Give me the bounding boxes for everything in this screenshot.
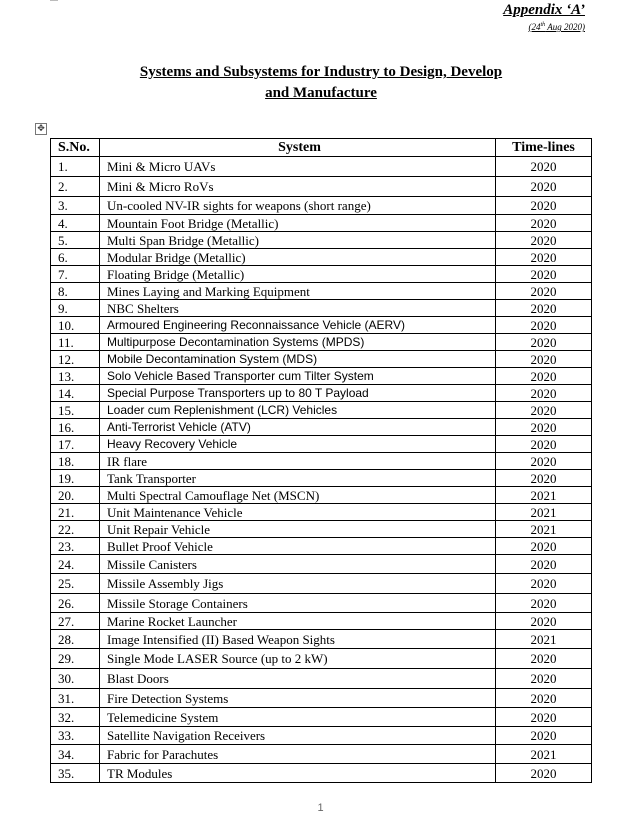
row-sno: 21. xyxy=(51,504,100,521)
row-timeline: 2021 xyxy=(496,745,592,764)
row-timeline: 2020 xyxy=(496,157,592,177)
row-timeline: 2020 xyxy=(496,436,592,453)
row-system: Single Mode LASER Source (up to 2 kW) xyxy=(100,649,496,669)
row-timeline: 2020 xyxy=(496,351,592,368)
row-timeline: 2020 xyxy=(496,232,592,249)
table-row xyxy=(51,300,592,317)
table-row xyxy=(51,594,592,613)
row-sno: 9. xyxy=(51,300,100,317)
row-timeline: 2020 xyxy=(496,594,592,613)
table-row xyxy=(51,745,592,764)
table-row xyxy=(51,764,592,783)
row-system: Marine Rocket Launcher xyxy=(100,613,496,630)
table-row xyxy=(51,351,592,368)
page-number: 1 xyxy=(317,802,324,814)
row-sno: 3. xyxy=(51,197,100,215)
row-timeline: 2020 xyxy=(496,317,592,334)
row-sno: 14. xyxy=(51,385,100,402)
row-sno: 7. xyxy=(51,266,100,283)
row-timeline: 2020 xyxy=(496,689,592,708)
row-system: TR Modules xyxy=(100,764,496,783)
row-system: Multipurpose Decontamination Systems (MPDS) xyxy=(100,334,496,351)
table-move-handle-icon[interactable]: ✥ xyxy=(35,123,47,135)
table-row xyxy=(51,487,592,504)
header-system: System xyxy=(100,139,496,157)
row-timeline: 2020 xyxy=(496,300,592,317)
table-row xyxy=(51,708,592,727)
row-sno: 13. xyxy=(51,368,100,385)
row-system: Loader cum Replenishment (LCR) Vehicles xyxy=(100,402,496,419)
row-system: Mini & Micro RoVs xyxy=(100,177,496,197)
table-body xyxy=(51,157,592,783)
row-sno: 15. xyxy=(51,402,100,419)
row-system: Missile Assembly Jigs xyxy=(100,574,496,594)
table-row xyxy=(51,504,592,521)
header-sno: S.No. xyxy=(51,139,100,157)
row-system: Special Purpose Transporters up to 80 T Payload xyxy=(100,385,496,402)
table-row xyxy=(51,232,592,249)
row-sno: 32. xyxy=(51,708,100,727)
systems-table xyxy=(50,138,592,783)
row-system: Unit Repair Vehicle xyxy=(100,521,496,538)
row-timeline: 2020 xyxy=(496,197,592,215)
table-row xyxy=(51,613,592,630)
row-sno: 27. xyxy=(51,613,100,630)
row-sno: 8. xyxy=(51,283,100,300)
row-sno: 35. xyxy=(51,764,100,783)
table-row xyxy=(51,521,592,538)
row-sno: 12. xyxy=(51,351,100,368)
row-sno: 11. xyxy=(51,334,100,351)
row-system: Missile Canisters xyxy=(100,555,496,574)
row-sno: 16. xyxy=(51,419,100,436)
row-system: Solo Vehicle Based Transporter cum Tilter System xyxy=(100,368,496,385)
row-timeline: 2021 xyxy=(496,487,592,504)
table-row xyxy=(51,689,592,708)
row-timeline: 2020 xyxy=(496,334,592,351)
table-row xyxy=(51,215,592,232)
title-line-2: and Manufacture xyxy=(265,85,377,101)
row-system: Unit Maintenance Vehicle xyxy=(100,504,496,521)
table-row xyxy=(51,317,592,334)
row-timeline: 2020 xyxy=(496,283,592,300)
row-sno: 33. xyxy=(51,727,100,745)
row-timeline: 2020 xyxy=(496,249,592,266)
row-sno: 28. xyxy=(51,630,100,649)
table-row xyxy=(51,266,592,283)
row-system: Armoured Engineering Reconnaissance Vehicle (AERV) xyxy=(100,317,496,334)
row-sno: 2. xyxy=(51,177,100,197)
row-system: Fabric for Parachutes xyxy=(100,745,496,764)
table-row xyxy=(51,419,592,436)
row-sno: 30. xyxy=(51,669,100,689)
table-row xyxy=(51,334,592,351)
row-system: Multi Span Bridge (Metallic) xyxy=(100,232,496,249)
row-system: Multi Spectral Camouflage Net (MSCN) xyxy=(100,487,496,504)
row-sno: 18. xyxy=(51,453,100,470)
table-row xyxy=(51,368,592,385)
table-row xyxy=(51,197,592,215)
page-corner-mark xyxy=(50,0,58,1)
row-sno: 6. xyxy=(51,249,100,266)
row-sno: 26. xyxy=(51,594,100,613)
row-system: Telemedicine System xyxy=(100,708,496,727)
row-system: Heavy Recovery Vehicle xyxy=(100,436,496,453)
row-timeline: 2020 xyxy=(496,649,592,669)
row-sno: 19. xyxy=(51,470,100,487)
table-row xyxy=(51,727,592,745)
row-sno: 29. xyxy=(51,649,100,669)
document-title xyxy=(100,62,542,104)
header-timeline: Time-lines xyxy=(496,139,592,157)
row-sno: 5. xyxy=(51,232,100,249)
table-row xyxy=(51,555,592,574)
row-timeline: 2020 xyxy=(496,215,592,232)
table-row xyxy=(51,177,592,197)
table-row xyxy=(51,574,592,594)
row-system: Anti-Terrorist Vehicle (ATV) xyxy=(100,419,496,436)
table-row xyxy=(51,283,592,300)
table-row xyxy=(51,470,592,487)
table-row xyxy=(51,649,592,669)
row-timeline: 2020 xyxy=(496,177,592,197)
row-system: Missile Storage Containers xyxy=(100,594,496,613)
row-timeline: 2020 xyxy=(496,555,592,574)
row-sno: 10. xyxy=(51,317,100,334)
row-sno: 34. xyxy=(51,745,100,764)
row-system: Mini & Micro UAVs xyxy=(100,157,496,177)
table-row xyxy=(51,385,592,402)
row-timeline: 2020 xyxy=(496,266,592,283)
row-system: IR flare xyxy=(100,453,496,470)
row-system: Fire Detection Systems xyxy=(100,689,496,708)
table-row xyxy=(51,669,592,689)
row-system: Mountain Foot Bridge (Metallic) xyxy=(100,215,496,232)
row-sno: 4. xyxy=(51,215,100,232)
row-timeline: 2020 xyxy=(496,727,592,745)
row-timeline: 2020 xyxy=(496,538,592,555)
row-sno: 22. xyxy=(51,521,100,538)
row-timeline: 2021 xyxy=(496,630,592,649)
row-timeline: 2020 xyxy=(496,419,592,436)
row-timeline: 2020 xyxy=(496,402,592,419)
row-system: Mobile Decontamination System (MDS) xyxy=(100,351,496,368)
row-timeline: 2020 xyxy=(496,368,592,385)
row-timeline: 2021 xyxy=(496,504,592,521)
row-timeline: 2020 xyxy=(496,574,592,594)
row-timeline: 2020 xyxy=(496,453,592,470)
appendix-label: Appendix ‘A’ xyxy=(503,2,585,18)
row-sno: 20. xyxy=(51,487,100,504)
table-row xyxy=(51,402,592,419)
row-system: Blast Doors xyxy=(100,669,496,689)
row-sno: 25. xyxy=(51,574,100,594)
row-system: Floating Bridge (Metallic) xyxy=(100,266,496,283)
row-timeline: 2021 xyxy=(496,521,592,538)
row-system: Satellite Navigation Receivers xyxy=(100,727,496,745)
row-system: Bullet Proof Vehicle xyxy=(100,538,496,555)
row-sno: 17. xyxy=(51,436,100,453)
row-timeline: 2020 xyxy=(496,708,592,727)
row-timeline: 2020 xyxy=(496,669,592,689)
table-header-row xyxy=(51,139,592,157)
row-system: Tank Transporter xyxy=(100,470,496,487)
row-sno: 23. xyxy=(51,538,100,555)
row-sno: 24. xyxy=(51,555,100,574)
table-row xyxy=(51,538,592,555)
row-sno: 1. xyxy=(51,157,100,177)
title-line-1: Systems and Subsystems for Industry to Design, Develop xyxy=(139,64,503,80)
row-system: NBC Shelters xyxy=(100,300,496,317)
appendix-date: (24th Aug 2020) xyxy=(528,22,585,32)
table-row xyxy=(51,453,592,470)
row-timeline: 2020 xyxy=(496,470,592,487)
row-sno: 31. xyxy=(51,689,100,708)
table-row xyxy=(51,630,592,649)
table-row xyxy=(51,436,592,453)
row-timeline: 2020 xyxy=(496,385,592,402)
row-timeline: 2020 xyxy=(496,613,592,630)
table-row xyxy=(51,157,592,177)
table-row xyxy=(51,249,592,266)
row-system: Image Intensified (II) Based Weapon Sights xyxy=(100,630,496,649)
row-system: Un-cooled NV-IR sights for weapons (short range) xyxy=(100,197,496,215)
row-system: Modular Bridge (Metallic) xyxy=(100,249,496,266)
row-timeline: 2020 xyxy=(496,764,592,783)
row-system: Mines Laying and Marking Equipment xyxy=(100,283,496,300)
